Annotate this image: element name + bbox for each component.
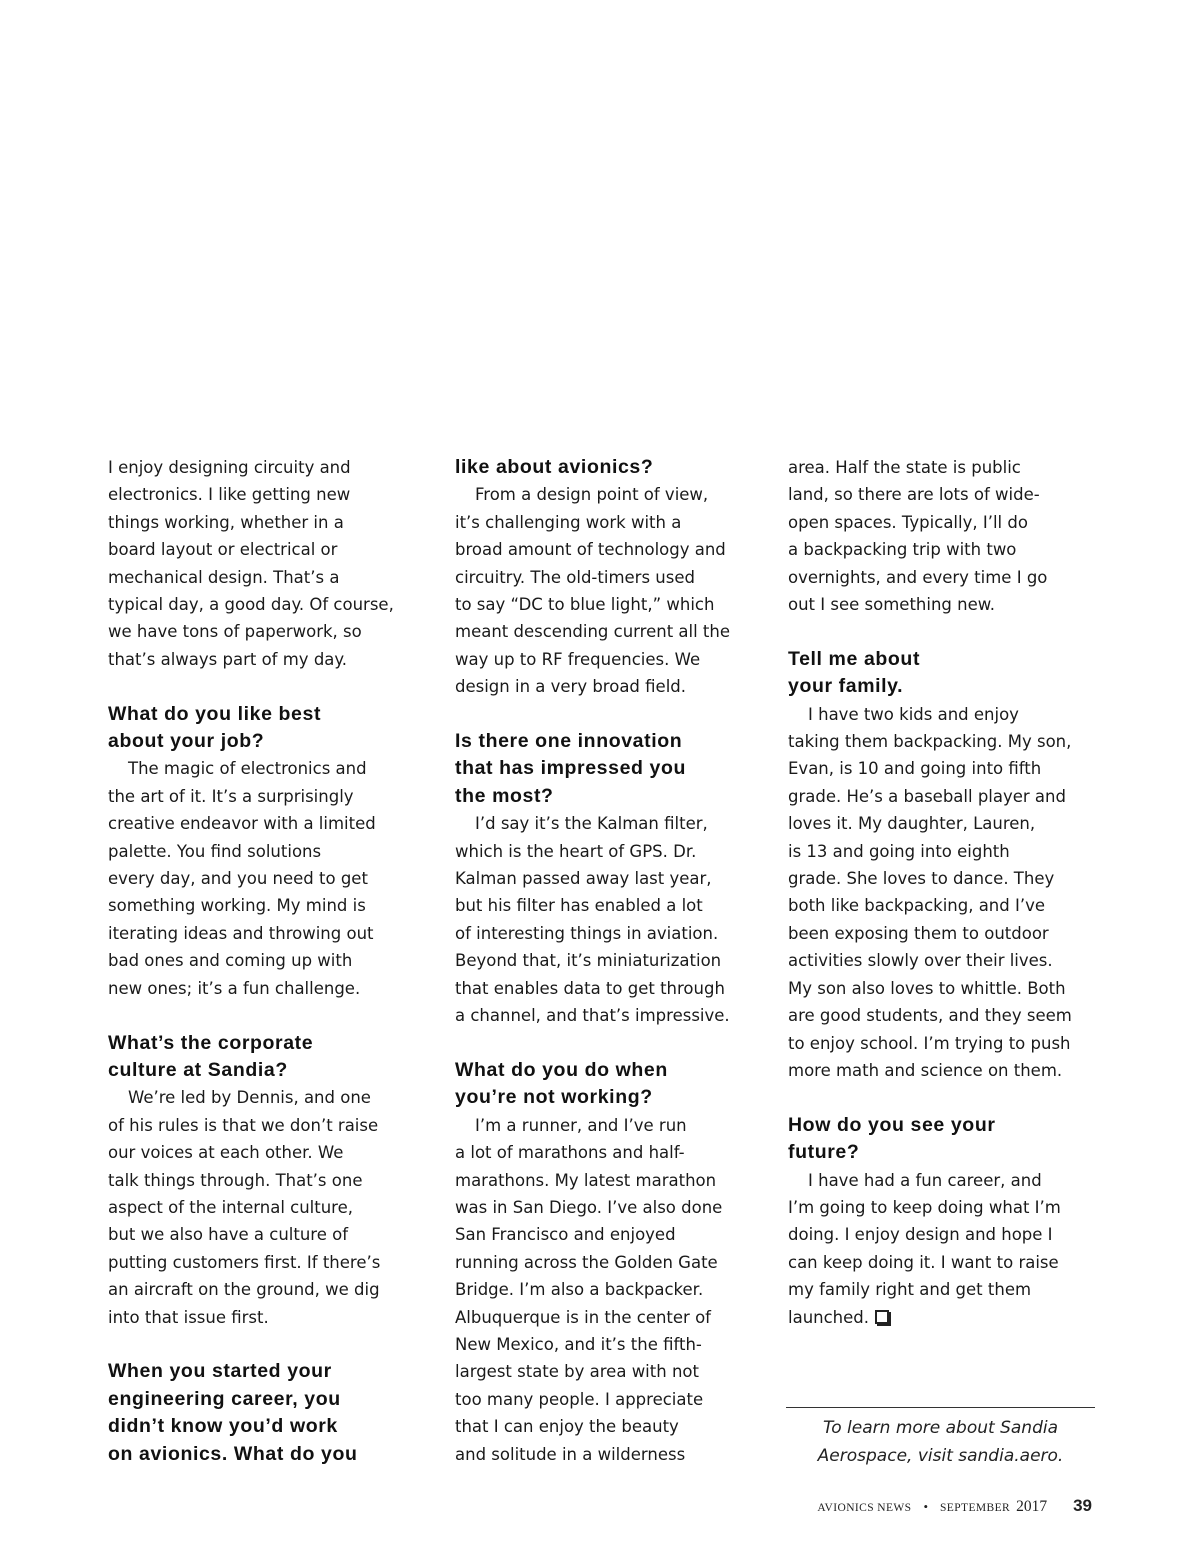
answer-line: We’re led by Dennis, and one bbox=[128, 1088, 371, 1108]
question-line: on avionics. What do you bbox=[108, 1442, 358, 1465]
answer-line: a lot of marathons and half- bbox=[455, 1143, 685, 1163]
interview-answer bbox=[455, 481, 755, 700]
answer-line: activities slowly over their lives. bbox=[788, 951, 1053, 971]
interview-answer bbox=[108, 755, 408, 1002]
interview-answer bbox=[108, 1084, 408, 1331]
answer-line: that’s always part of my day. bbox=[108, 649, 348, 669]
answer-line: doing. I enjoy design and hope I bbox=[788, 1225, 1053, 1245]
answer-line: an aircraft on the ground, we dig bbox=[108, 1280, 380, 1300]
answer-line: I’m a runner, and I’ve run bbox=[475, 1115, 687, 1135]
answer-line: bad ones and coming up with bbox=[108, 951, 353, 971]
answer-line: creative endeavor with a limited bbox=[108, 814, 376, 834]
answer-line: way up to RF frequencies. We bbox=[455, 649, 701, 669]
answer-line: electronics. I like getting new bbox=[108, 485, 351, 505]
answer-line: Albuquerque is in the center of bbox=[455, 1307, 711, 1327]
question-line: future? bbox=[788, 1141, 860, 1164]
interview-answer bbox=[788, 1167, 1088, 1331]
answer-line: that enables data to get through bbox=[455, 978, 725, 998]
question-line: When you started your bbox=[108, 1360, 332, 1383]
footer-year: 2017 bbox=[1016, 1498, 1048, 1515]
answer-line: grade. She loves to dance. They bbox=[788, 869, 1055, 889]
answer-line: but we also have a culture of bbox=[108, 1225, 349, 1245]
answer-line: we have tons of paperwork, so bbox=[108, 622, 362, 642]
article-column-2 bbox=[455, 454, 755, 1495]
interview-answer bbox=[455, 1112, 755, 1468]
answer-line: board layout or electrical or bbox=[108, 540, 338, 560]
question-line: the most? bbox=[455, 784, 554, 807]
question-line: about your job? bbox=[108, 730, 265, 753]
answer-line: area. Half the state is public bbox=[788, 458, 1021, 477]
answer-line: too many people. I appreciate bbox=[455, 1389, 704, 1409]
answer-line: is 13 and going into eighth bbox=[788, 841, 1010, 861]
answer-line: our voices at each other. We bbox=[108, 1143, 344, 1163]
answer-line: into that issue first. bbox=[108, 1307, 269, 1327]
question-line: culture at Sandia? bbox=[108, 1058, 288, 1081]
question-line: you’re not working? bbox=[455, 1086, 653, 1109]
answer-line: The magic of electronics and bbox=[128, 759, 367, 779]
question-line: your family. bbox=[788, 675, 904, 698]
answer-line: land, so there are lots of wide- bbox=[788, 485, 1040, 505]
answer-line: San Francisco and enjoyed bbox=[455, 1225, 676, 1245]
answer-line: loves it. My daughter, Lauren, bbox=[788, 814, 1036, 834]
answer-line: are good students, and they seem bbox=[788, 1006, 1072, 1026]
interview-answer bbox=[108, 454, 408, 673]
answer-line: taking them backpacking. My son, bbox=[788, 732, 1072, 752]
question-line: What’s the corporate bbox=[108, 1031, 314, 1054]
answer-line: out I see something new. bbox=[788, 595, 995, 615]
answer-line: typical day, a good day. Of course, bbox=[108, 595, 394, 615]
question-line: like about avionics? bbox=[455, 456, 654, 478]
interview-question bbox=[455, 728, 755, 810]
answer-line: I have two kids and enjoy bbox=[808, 704, 1019, 724]
answer-line: My son also loves to whittle. Both bbox=[788, 978, 1066, 998]
promo-note bbox=[786, 1414, 1095, 1470]
answer-line: circuitry. The old-timers used bbox=[455, 567, 695, 587]
answer-line: iterating ideas and throwing out bbox=[108, 923, 374, 943]
answer-line: marathons. My latest marathon bbox=[455, 1170, 717, 1190]
answer-line: putting customers first. If there’s bbox=[108, 1252, 381, 1272]
interview-question bbox=[108, 1030, 408, 1085]
footer-month: SEPTEMBER bbox=[940, 1502, 1011, 1514]
answer-line: meant descending current all the bbox=[455, 622, 731, 642]
answer-line: both like backpacking, and I’ve bbox=[788, 896, 1046, 916]
interview-question bbox=[788, 646, 1088, 701]
answer-line: I’m going to keep doing what I’m bbox=[788, 1197, 1061, 1217]
answer-line: my family right and get them bbox=[788, 1280, 1032, 1300]
answer-line: New Mexico, and it’s the fifth- bbox=[455, 1334, 702, 1354]
answer-line: overnights, and every time I go bbox=[788, 567, 1048, 587]
promo-divider bbox=[786, 1407, 1095, 1408]
question-line: that has impressed you bbox=[455, 757, 687, 780]
answer-line: to say “DC to blue light,” which bbox=[455, 595, 715, 615]
answer-line: talk things through. That’s one bbox=[108, 1170, 363, 1190]
answer-line: Evan, is 10 and going into fifth bbox=[788, 759, 1042, 779]
article-column-3 bbox=[788, 454, 1088, 1358]
footer-bullet: • bbox=[923, 1499, 929, 1514]
page-number: 39 bbox=[1073, 1496, 1092, 1515]
answer-line: I’d say it’s the Kalman filter, bbox=[475, 814, 708, 834]
answer-line: design in a very broad field. bbox=[455, 677, 686, 697]
interview-question bbox=[455, 1057, 755, 1112]
answer-line: which is the heart of GPS. Dr. bbox=[455, 841, 697, 861]
answer-line: that I can enjoy the beauty bbox=[455, 1417, 679, 1437]
answer-line: launched. bbox=[788, 1304, 1088, 1331]
question-line: Is there one innovation bbox=[455, 730, 683, 753]
answer-line: every day, and you need to get bbox=[108, 869, 368, 889]
interview-question bbox=[455, 454, 755, 481]
answer-line: but his filter has enabled a lot bbox=[455, 896, 703, 916]
page-footer bbox=[817, 1496, 1092, 1516]
interview-answer bbox=[455, 810, 755, 1029]
answer-line: can keep doing it. I want to raise bbox=[788, 1252, 1059, 1272]
question-line: didn’t know you’d work bbox=[108, 1415, 338, 1438]
answer-line: Bridge. I’m also a backpacker. bbox=[455, 1280, 704, 1300]
answer-line: something working. My mind is bbox=[108, 896, 366, 916]
answer-line: I have had a fun career, and bbox=[808, 1170, 1042, 1190]
answer-line: been exposing them to outdoor bbox=[788, 923, 1049, 943]
question-line: engineering career, you bbox=[108, 1387, 341, 1410]
answer-line: Beyond that, it’s miniaturization bbox=[455, 951, 722, 971]
answer-line: running across the Golden Gate bbox=[455, 1252, 718, 1272]
question-line: What do you do when bbox=[455, 1058, 668, 1081]
answer-line: broad amount of technology and bbox=[455, 540, 726, 560]
answer-line: of his rules is that we don’t raise bbox=[108, 1115, 379, 1135]
answer-line: Kalman passed away last year, bbox=[455, 869, 712, 889]
answer-line: of interesting things in aviation. bbox=[455, 923, 719, 943]
end-of-article-icon bbox=[875, 1310, 889, 1324]
answer-line: a backpacking trip with two bbox=[788, 540, 1017, 560]
answer-line: more math and science on them. bbox=[788, 1060, 1063, 1080]
answer-line: palette. You find solutions bbox=[108, 841, 322, 861]
answer-line: was in San Diego. I’ve also done bbox=[455, 1197, 723, 1217]
interview-answer bbox=[788, 701, 1088, 1085]
question-line: What do you like best bbox=[108, 702, 322, 725]
question-line: Tell me about bbox=[788, 647, 921, 670]
answer-line: and solitude in a wilderness bbox=[455, 1444, 686, 1464]
answer-line: largest state by area with not bbox=[455, 1362, 699, 1382]
interview-question bbox=[108, 701, 408, 756]
answer-line: From a design point of view, bbox=[475, 485, 709, 505]
answer-line: open spaces. Typically, I’ll do bbox=[788, 512, 1028, 532]
answer-line: grade. He’s a baseball player and bbox=[788, 786, 1066, 806]
answer-line: new ones; it’s a fun challenge. bbox=[108, 978, 361, 998]
footer-publication: AVIONICS NEWS bbox=[817, 1502, 912, 1514]
answer-line: to enjoy school. I’m trying to push bbox=[788, 1033, 1071, 1053]
promo-line: Aerospace, visit sandia.aero. bbox=[817, 1446, 1064, 1466]
answer-line: things working, whether in a bbox=[108, 512, 344, 532]
answer-line: the art of it. It’s a surprisingly bbox=[108, 786, 354, 806]
interview-answer bbox=[788, 454, 1088, 618]
article-column-1 bbox=[108, 454, 408, 1468]
answer-line: aspect of the internal culture, bbox=[108, 1197, 354, 1217]
answer-line: I enjoy designing circuity and bbox=[108, 458, 351, 477]
interview-question bbox=[108, 1358, 408, 1468]
answer-line: mechanical design. That’s a bbox=[108, 567, 340, 587]
answer-line: it’s challenging work with a bbox=[455, 512, 682, 532]
interview-question bbox=[788, 1112, 1088, 1167]
answer-line: a channel, and that’s impressive. bbox=[455, 1006, 730, 1026]
question-line: How do you see your bbox=[788, 1113, 996, 1136]
promo-line: To learn more about Sandia bbox=[822, 1418, 1059, 1438]
